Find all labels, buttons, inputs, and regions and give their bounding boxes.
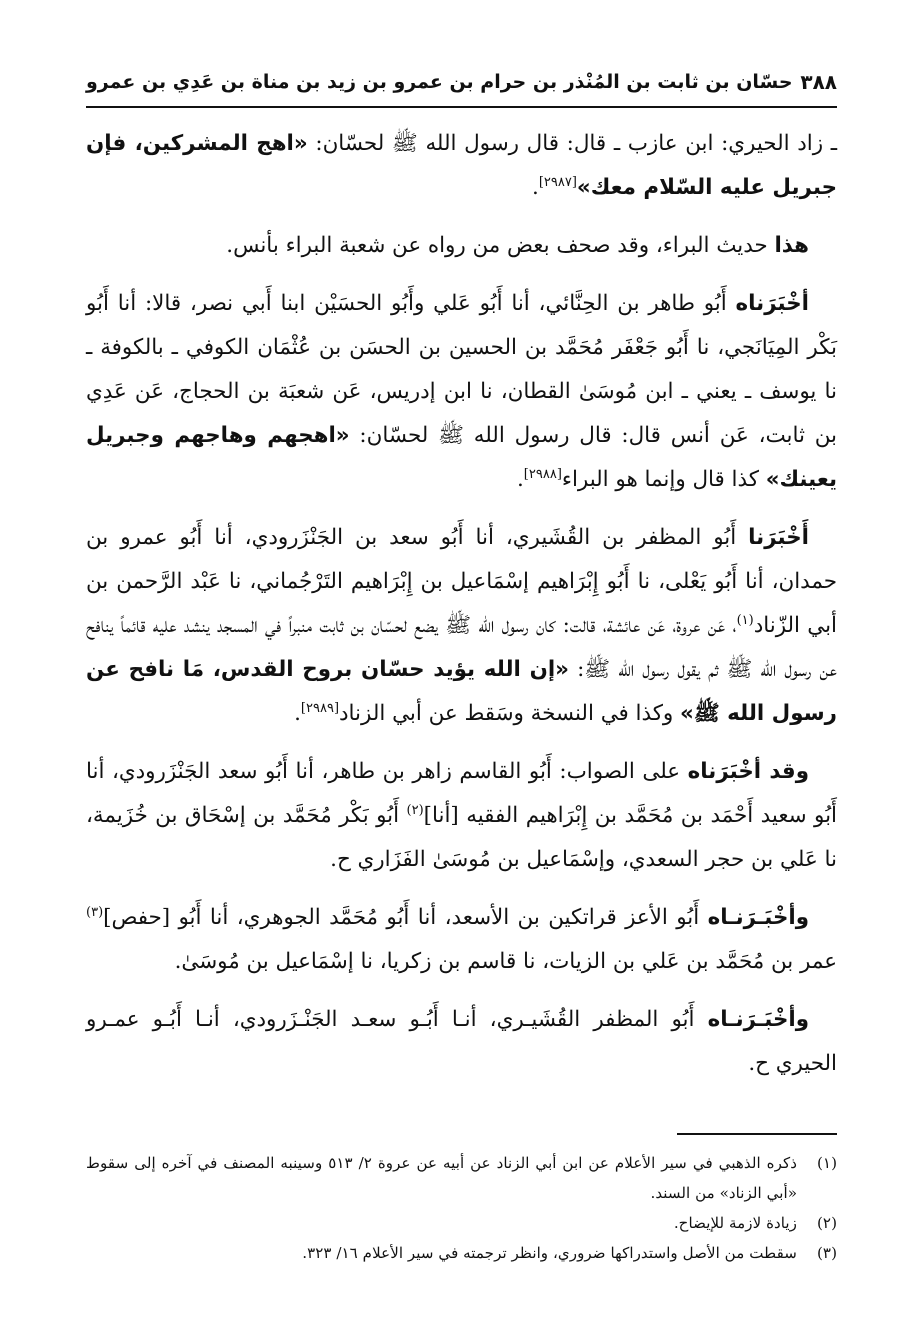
footnote-number: (١) — [816, 1154, 837, 1172]
footnote-number: (٣) — [816, 1244, 837, 1262]
paragraph-5: وقد أخْبَرَناه على الصواب: أَبُو القاسم زاهر بن طاهر، أنا أَبُو سعد الجَنْزَرودي، أنا أَبُو سعيد أَحْمَد بن مُحَمَّد بن إِبْرَاهيم الفقيه [أنا]$^{(٢)}$ أَبُو بَكْر مُحَمَّد بن إسْحَاق بن خُزَيمة، نا عَلي بن حجر السعدي، وإسْمَاعيل بن مُوسَىٰ الفَزَاري ح. — [86, 759, 838, 872]
paragraph-4: أَخْبَرَنا أَبُو المظفر بن القُشَيري، أنا أَبُو سعد بن الجَنْزَرودي، أنا أَبُو عمرو بن حمدان، أنا أَبُو يَعْلى، نا أَبُو إِبْرَاهيم إسْمَاعيل بن إِبْرَاهيم التَرْجُماني، نا عَبْد الرَّحمن بن أبي الزّناد$^{(١)}$، عَن عروة، عَن عائشة، قالت: كان رسول الله ﷺ يضع لحسّان بن ثابت منبراً في المسجد ينشد عليه قائماً ينافح عن رسول الله ﷺ ثم يقول رسول الله ﷺ: «إن الله يؤيد حسّان بروح القدس، مَا نافح عن رسول الله ﷺ» وكذا في النسخة وسَقط عن أبي الزناد[٢٩٨٩]. — [86, 525, 838, 726]
quoted-hadith: «اهجهم وهاجهم وجبريل يعينك» — [86, 423, 837, 492]
paragraph-6: وأخْبَـرَنـاه أَبُو الأعز قراتكين بن الأسعد، أنا أَبُو مُحَمَّد الجوهري، أنا أَبُو [حفص]$^{(٣)}$ عمر بن مُحَمَّد بن عَلي بن الزيات، نا قاسم بن زكريا، نا إسْمَاعيل بن مُوسَىٰ. — [86, 904, 837, 974]
hadith-reference: [٢٩٨٧] — [538, 174, 577, 190]
hadith-reference: [٢٩٨٩] — [300, 700, 340, 716]
hadith-reference: [٢٩٨٨] — [523, 466, 562, 482]
quoted-hadith: «اهج المشركين، فإن جبريل عليه السّلام معك» — [86, 131, 837, 200]
footnote-marker: (٢) — [406, 802, 424, 818]
footnote — [86, 1148, 837, 1208]
footnote-marker: (١) — [736, 612, 754, 628]
footnote-divider — [677, 1133, 837, 1135]
footnote — [86, 1208, 837, 1238]
footnote-marker: (٣) — [86, 904, 104, 920]
footnote-text: ذكره الذهبي في سير الأعلام عن ابن أبي الزناد عن أبيه عن عروة ٢/ ٥١٣ وسينبه المصنف في آخره إلى سقوط «أبي الزناد» من السند. — [86, 1154, 797, 1202]
footnote-number: (٢) — [816, 1214, 837, 1232]
paragraph-7: وأخْبَـرَنـاه أَبُو المظفر القُشَيـري، أنـا أَبُـو سعـد الجَنْـزَرودي، أنـا أَبُـو عمـرو الحيري ح. — [86, 1007, 837, 1076]
running-title: حسّان بن ثابت بن المُنْذر بن حرام بن عمرو بن زيد بن مناة بن عَدِي بن عمرو — [86, 71, 793, 93]
paragraph-1: ـ زاد الحيري: ابن عازب ـ قال: قال رسول الله ﷺ لحسّان: «اهج المشركين، فإن جبريل عليه السّلام معك»[٢٩٨٧]. — [86, 131, 838, 200]
paragraph-2: هذا حديث البراء، وقد صحف بعض من رواه عن شعبة البراء بأنس. — [226, 233, 809, 258]
footnotes — [86, 1148, 837, 1268]
quoted-hadith: «إن الله يؤيد حسّان بروح القدس، مَا نافح عن رسول الله ﷺ» — [86, 657, 837, 726]
header-divider — [86, 106, 837, 108]
main-text — [86, 122, 837, 1100]
page-number: ٣٨٨ — [800, 70, 837, 94]
footnote-text: زيادة لازمة للإيضاح. — [673, 1214, 797, 1232]
footnote — [86, 1238, 837, 1268]
paragraph-3: أخْبَرَناه أَبُو طاهر بن الحِنَّائي، أنا أَبُو عَلي وأَبُو الحسَيْن ابنا أَبي نصر، قالا: أنا أَبُو بَكْر المِيَانَجي، نا أَبُو جَعْفَر مُحَمَّد بن الحسين بن الحسَن بن عُثْمَان الكوفي ـ بالكوفة ـ نا يوسف ـ يعني ـ ابن مُوسَىٰ القطان، نا ابن إدريس، عَن شعبَة بن الحجاج، عَن عَدِي بن ثابت، عَن أنس قال: قال رسول الله ﷺ لحسّان: «اهجهم وهاجهم وجبريل يعينك» كذا قال وإنما هو البراء[٢٩٨٨]. — [86, 291, 837, 492]
running-header — [86, 62, 837, 102]
footnote-text: سقطت من الأصل واستدراكها ضروري، وانظر ترجمته في سير الأعلام ١٦/ ٣٢٣. — [302, 1244, 797, 1262]
